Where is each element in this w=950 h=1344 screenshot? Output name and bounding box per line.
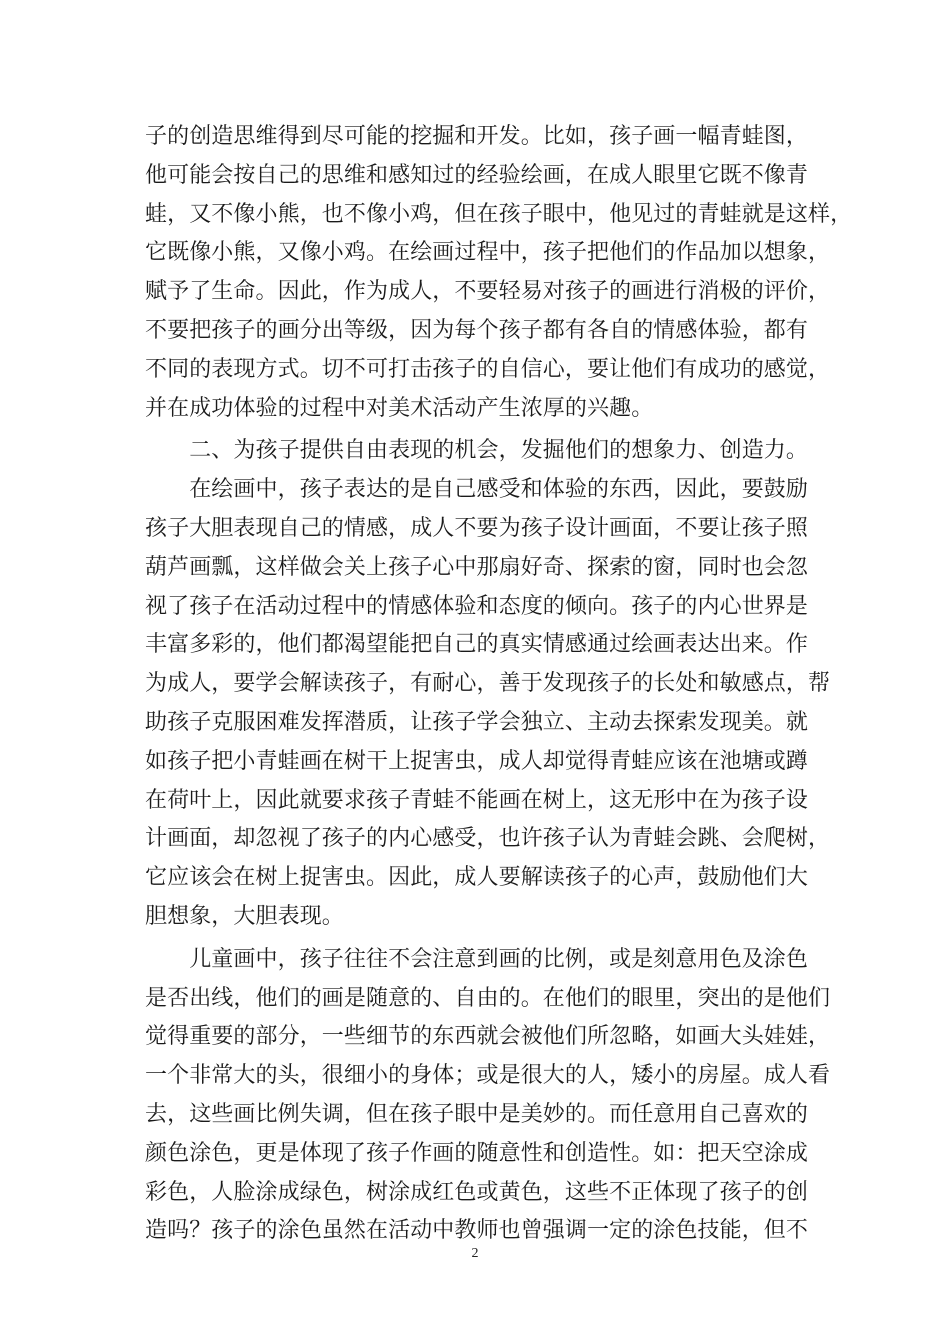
text-line: 它应该会在树上捉害虫。因此，成人要解读孩子的心声，鼓励他们大 (145, 865, 809, 891)
text-line: 蛙，又不像小熊，也不像小鸡，但在孩子眼中，他见过的青蛙就是这样， (145, 201, 853, 227)
text-line: 不同的表现方式。切不可打击孩子的自信心，要让他们有成功的感觉， (145, 356, 831, 382)
text-line: 去，这些画比例失调，但在孩子眼中是美妙的。而任意用自己喜欢的 (145, 1101, 809, 1127)
text-line: 助孩子克服困难发挥潜质，让孩子学会独立、主动去探索发现美。就 (145, 709, 809, 735)
text-line: 胆想象，大胆表现。 (145, 903, 344, 929)
paragraph-1 (145, 118, 853, 428)
text-line: 觉得重要的部分，一些细节的东西就会被他们所忽略，如画大头娃娃， (145, 1024, 831, 1050)
text-line: 视了孩子在活动过程中的情感体验和态度的倾向。孩子的内心世界是 (145, 593, 809, 619)
text-line: 二、为孩子提供自由表现的机会，发掘他们的想象力、创造力。 (145, 438, 809, 464)
text-line: 为成人，要学会解读孩子，有耐心，善于发现孩子的长处和敏感点，帮 (145, 671, 831, 697)
paragraph-3 (145, 941, 831, 1251)
text-line: 在绘画中，孩子表达的是自己感受和体验的东西，因此，要鼓励 (145, 477, 809, 503)
text-line: 计画面，却忽视了孩子的内心感受，也许孩子认为青蛙会跳、会爬树， (145, 826, 831, 852)
paragraph-2 (145, 471, 831, 937)
text-line: 子的创造思维得到尽可能的挖掘和开发。比如，孩子画一幅青蛙图， (145, 124, 809, 149)
body-text (145, 118, 853, 1251)
text-line: 葫芦画瓢，这样做会关上孩子心中那扇好奇、探索的窗，同时也会忽 (145, 554, 809, 580)
page-number: 2 (471, 1246, 479, 1261)
text-line: 不要把孩子的画分出等级，因为每个孩子都有各自的情感体验，都有 (145, 317, 809, 343)
text-line: 赋予了生命。因此，作为成人，不要轻易对孩子的画进行消极的评价， (145, 279, 831, 305)
text-line: 造吗？孩子的涂色虽然在活动中教师也曾强调一定的涂色技能，但不 (145, 1218, 809, 1244)
text-line: 一个非常大的头，很细小的身体；或是很大的人，矮小的房屋。成人看 (145, 1063, 831, 1089)
text-line: 颜色涂色，更是体现了孩子作画的随意性和创造性。如：把天空涂成 (145, 1140, 809, 1166)
section-heading (145, 432, 815, 471)
text-line: 它既像小熊，又像小鸡。在绘画过程中，孩子把他们的作品加以想象， (145, 240, 831, 266)
text-line: 儿童画中，孩子往往不会注意到画的比例，或是刻意用色及涂色 (145, 946, 809, 972)
text-line: 并在成功体验的过程中对美术活动产生浓厚的兴趣。 (145, 395, 654, 421)
text-line: 彩色，人脸涂成绿色，树涂成红色或黄色，这些不正体现了孩子的创 (145, 1179, 809, 1205)
text-line: 孩子大胆表现自己的情感，成人不要为孩子设计画面，不要让孩子照 (145, 515, 809, 541)
text-line: 在荷叶上，因此就要求孩子青蛙不能画在树上，这无形中在为孩子设 (145, 787, 809, 813)
text-line: 丰富多彩的，他们都渴望能把自己的真实情感通过绘画表达出来。作 (145, 632, 809, 658)
text-line: 是否出线，他们的画是随意的、自由的。在他们的眼里，突出的是他们 (145, 985, 831, 1011)
text-line: 他可能会按自己的思维和感知过的经验绘画，在成人眼里它既不像青 (145, 162, 809, 188)
text-line: 如孩子把小青蛙画在树干上捉害虫，成人却觉得青蛙应该在池塘或蹲 (145, 748, 809, 774)
